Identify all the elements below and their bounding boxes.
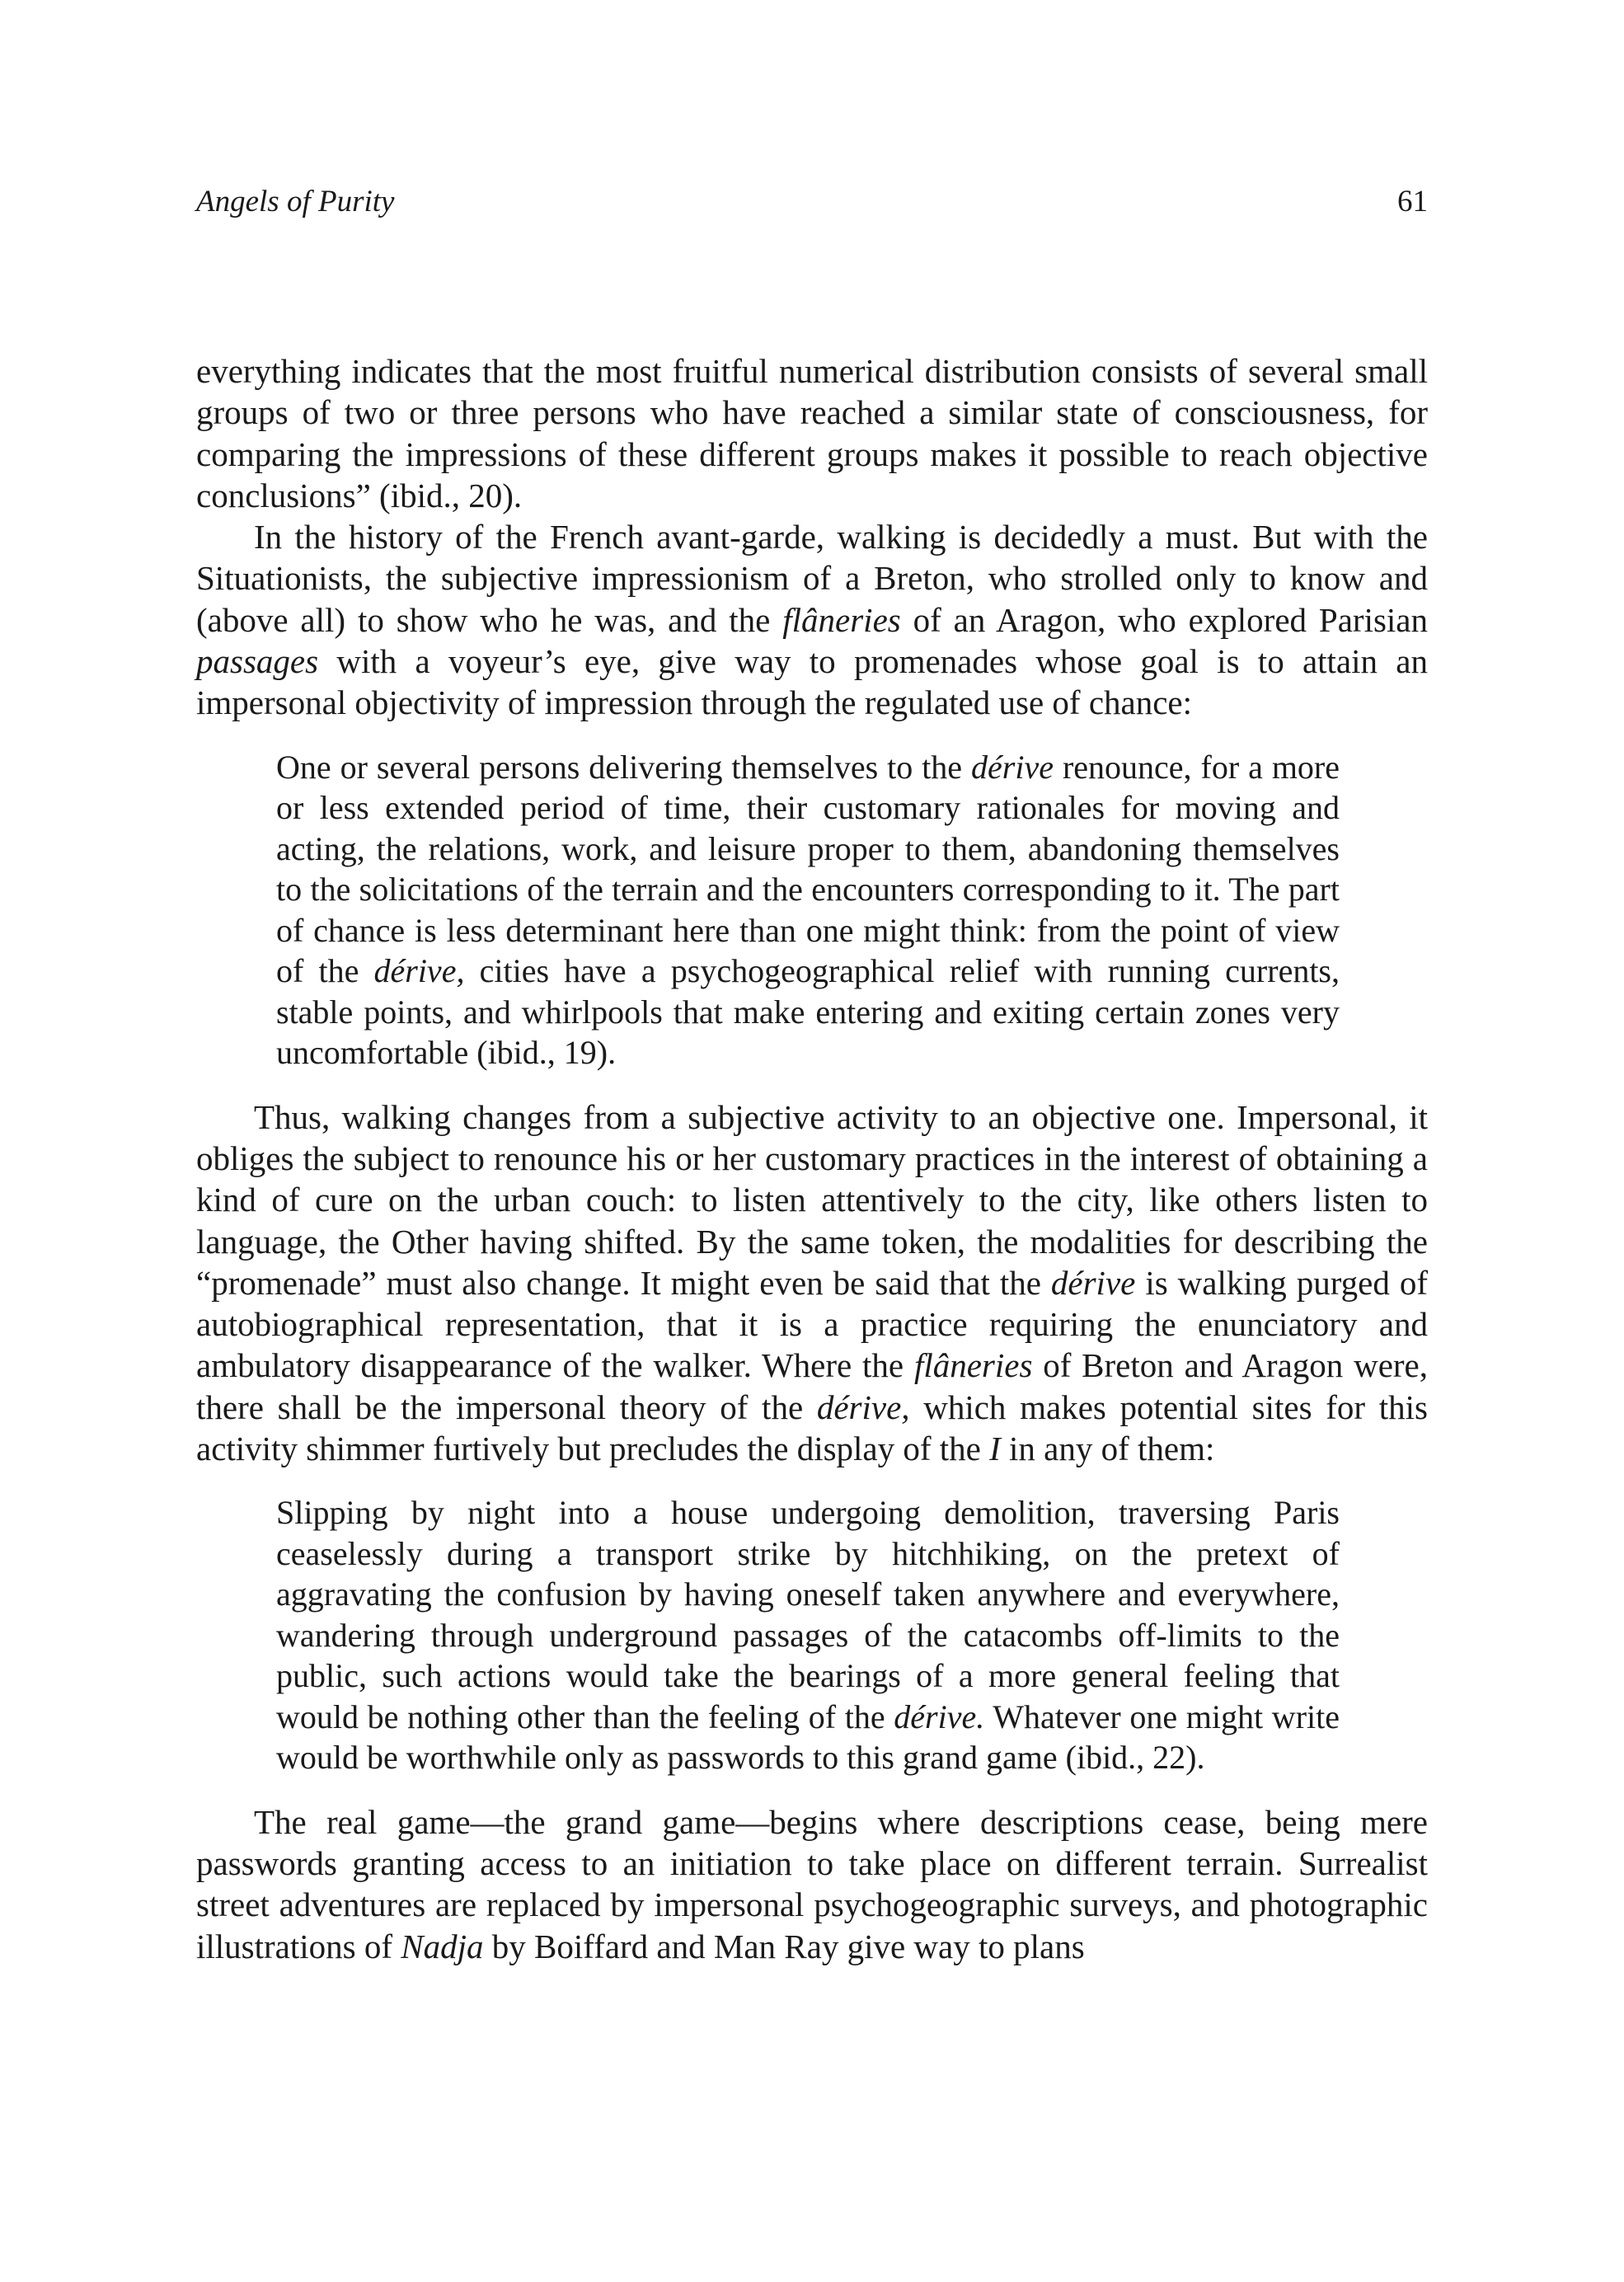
body-text (196, 350, 1428, 1967)
italic-term: flâneries (913, 1346, 1033, 1385)
italic-term: dérive (971, 748, 1054, 786)
text-run: One or several persons delivering themselves to the (276, 748, 972, 786)
paragraph-real-game (196, 1801, 1428, 1967)
block-quote-grand-game (276, 1492, 1340, 1778)
italic-term: I (989, 1430, 1001, 1468)
text-run: is walking purged of autobiographical representation, that it is a practice requiring the enunciatory and ambulatory disappearance of the walker. Where the (196, 1263, 1428, 1385)
page-number: 61 (1397, 185, 1428, 218)
quote-text (276, 747, 1340, 1073)
italic-term: Nadja (401, 1927, 484, 1965)
text-run: with a voyeur’s eye, give way to promenades whose goal is to attain an impersonal objectivity of impression through the regulated use of chance: (196, 642, 1428, 722)
quote-text (276, 1492, 1340, 1778)
italic-term: dérive, (816, 1388, 910, 1426)
paragraph-text: everything indicates that the most fruitful numerical distribution consists of several small groups of two or three persons who have reached a similar state of consciousness, for comparing the impressions of these different groups makes it possible to reach objective conclusions” (ibid., 20). (196, 352, 1428, 514)
book-page (196, 177, 1428, 1967)
italic-term: passages (196, 642, 319, 681)
text-run: Thus, walking changes from a subjective activity to an objective one. Impersonal, it obliges the subject to renounce his or her customary practices in the interest of obtaining a kind of cure on the urban couch: to listen attentively to the city, like others listen to language, the Other having shifted. By the same token, the modalities for describing the “promenade” must also change. It might even be said that the (196, 1097, 1428, 1302)
paragraph-avant-garde-walking (196, 516, 1428, 723)
paragraph-continued (196, 350, 1428, 516)
paragraph-walking-changes (196, 1096, 1428, 1470)
text-run: of an Aragon, who explored Parisian (900, 600, 1429, 639)
text-run: In the history of the French avant-garde, walking is decidedly a must. But with the Situationists, the subjective impressionism of a Breton, who strolled only to know and (above all) to show who he was, and the (196, 518, 1428, 639)
text-run: cities have a psychogeographical relief with running currents, stable points, and whirlpools that make entering and exiting certain zones very uncomfortable (ibid., 19). (276, 952, 1340, 1072)
italic-term: dérive (1050, 1263, 1136, 1302)
text-run: of Breton and Aragon were, there shall be the impersonal theory of the (196, 1346, 1428, 1426)
text-run: renounce, for a more or less extended period of time, their customary rationales for moving and acting, the relations, work, and leisure proper to them, abandoning themselves to the solicitations of the terrain and the encounters corresponding to it. The part of chance is less determinant here than one might think: from the point of view of the (276, 748, 1340, 990)
block-quote-derive (276, 747, 1340, 1073)
text-run: The real game—the grand game—begins where descriptions cease, being mere passwords granting access to an initiation to take place on different terrain. Surrealist street adventures are replaced by impersonal psychogeographic surveys, and photographic illustrations of (196, 1802, 1428, 1965)
text-run: in any of them: (1000, 1430, 1215, 1468)
italic-term: dérive. (894, 1697, 985, 1735)
italic-term: flâneries (782, 600, 901, 639)
text-run: which makes potential sites for this activity shimmer furtively but precludes the display of the (196, 1388, 1428, 1468)
italic-term: dérive, (373, 952, 465, 990)
text-run: by Boiffard and Man Ray give way to plans (483, 1927, 1085, 1965)
running-head (196, 177, 1428, 227)
text-run: Slipping by night into a house undergoing demolition, traversing Paris ceaselessly during a transport strike by hitchhiking, on the pretext of aggravating the confusion by having oneself taken anywhere and everywhere, wandering through underground passages of the catacombs off-limits to the public, such actions would take the bearings of a more general feeling that would be nothing other than the feeling of the (276, 1494, 1340, 1735)
running-title: Angels of Purity (196, 185, 395, 218)
text-run: Whatever one might write would be worthwhile only as passwords to this grand game (ibid., 22). (276, 1697, 1340, 1777)
